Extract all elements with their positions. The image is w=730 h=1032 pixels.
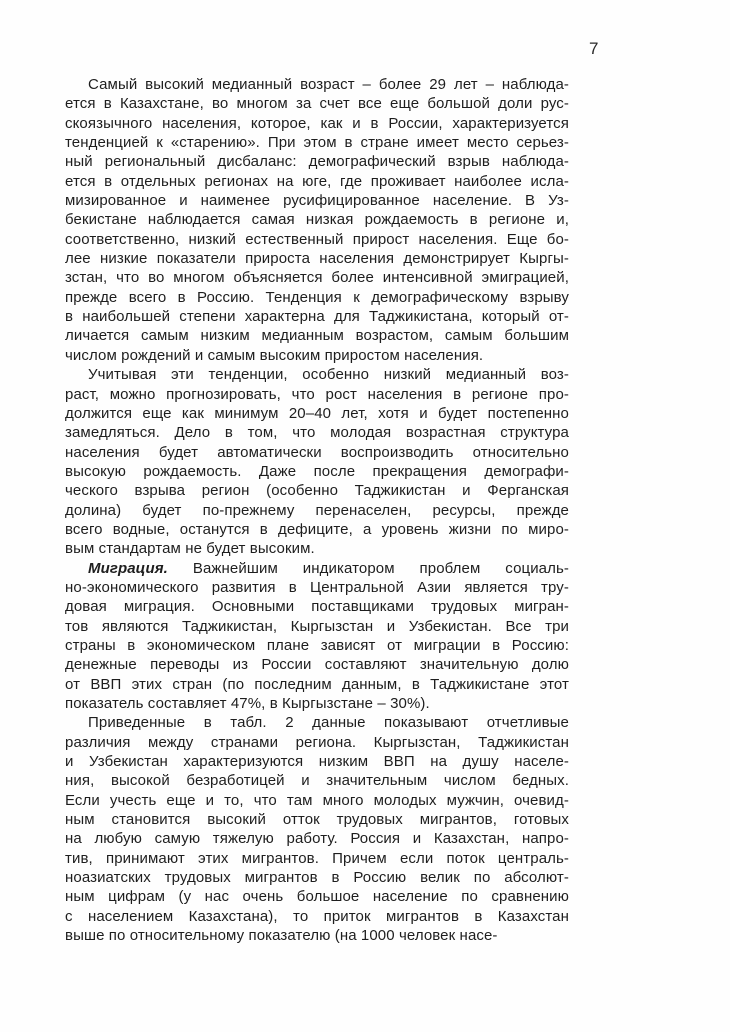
text-line: всего водные, останутся в дефиците, а уровень жизни по миро- <box>65 520 569 538</box>
text-line: вым стандартам не будет высоким. <box>65 540 315 558</box>
body-text <box>65 75 569 945</box>
text-line: ный региональный дисбаланс: демографический взрыв наблюда- <box>65 153 569 171</box>
text-line: населения будет автоматически воспроизводить относительно <box>65 443 569 461</box>
text-line: довая миграция. Основными поставщиками трудовых мигран- <box>65 598 569 616</box>
text-line: но-экономического развития в Центральной Азии является тру- <box>65 578 569 596</box>
text-line: Миграция. Важнейшим индикатором проблем социаль- <box>88 559 569 577</box>
text-line: скоязычного населения, которое, как и в России, характеризуется <box>65 114 569 132</box>
text-line: показатель составляет 47%, в Кыргызстане – 30%). <box>65 695 430 712</box>
text-line: Учитывая эти тенденции, особенно низкий медианный воз- <box>88 366 569 384</box>
text-line: мизированное и наименее русифицированное население. В Уз- <box>65 192 569 210</box>
paragraph <box>65 365 569 558</box>
text-line: высокую рождаемость. Даже после прекращения демографи- <box>65 462 569 480</box>
text-line: должится еще как минимум 20–40 лет, хотя и будет постепенно <box>65 404 569 422</box>
text-line: Если учесть еще и то, что там много молодых мужчин, очевид- <box>65 791 569 809</box>
text-line: личается самым низким медианным возрастом, самым большим <box>65 327 569 345</box>
text-line: денежные переводы из России составляют значительную долю <box>65 656 569 674</box>
text-line: тов являются Таджикистан, Кыргызстан и Узбекистан. Все три <box>65 617 569 635</box>
text-line: ным становится высокий отток трудовых мигрантов, готовых <box>65 811 569 829</box>
text-line: бекистане наблюдается самая низкая рождаемость в регионе и, <box>65 211 569 229</box>
text-line: числом рождений и самым высоким приростом населения. <box>65 346 484 364</box>
paragraph-lead: Миграция. <box>88 559 168 577</box>
text-line: соответственно, низкий естественный прирост населения. Еще бо- <box>65 230 569 248</box>
text-line: с населением Казахстана), то приток мигрантов в Казахстан <box>65 907 569 925</box>
paragraph <box>65 713 569 945</box>
text-line: различия между странами региона. Кыргызстан, Таджикистан <box>65 733 569 751</box>
text-line: выше по относительному показателю (на 1000 человек насе- <box>65 927 498 945</box>
text-line: лее низкие показатели прироста населения демонстрирует Кыргы- <box>65 250 569 268</box>
text-line: ется в Казахстане, во многом за счет все еще большой доли рус- <box>65 95 569 113</box>
text-line: ется в отдельных регионах на юге, где проживает наиболее исла- <box>65 172 569 190</box>
text-line: и Узбекистан характеризуются низким ВВП на душу населе- <box>65 753 569 771</box>
text-line: ческого взрыва регион (особенно Таджикистан и Ферганская <box>65 482 569 500</box>
text-line: ным цифрам (у нас очень большое население по сравнению <box>65 888 569 906</box>
text-line: ноазиатских трудовых мигрантов в Россию велик по абсолют- <box>65 869 569 887</box>
text-line: тив, принимают этих мигрантов. Причем если поток централь- <box>65 849 569 867</box>
text-line: в наибольшей степени характерна для Таджикистана, который от- <box>65 308 569 326</box>
text-line: Приведенные в табл. 2 данные показывают отчетливые <box>88 714 569 732</box>
text-line: на любую самую тяжелую работу. Россия и Казахстан, напро- <box>65 830 569 848</box>
text-line: от ВВП этих стран (по последним данным, в Таджикистане этот <box>65 675 569 693</box>
text-line: долина) будет по-прежнему перенаселен, ресурсы, прежде <box>65 501 569 519</box>
text-line: страны в экономическом плане зависят от миграции в Россию: <box>65 636 569 654</box>
text-line: ния, высокой безработицей и значительным числом бедных. <box>65 772 569 790</box>
text-line: тенденцией к «старению». При этом в стране имеет место серьез- <box>65 134 569 152</box>
paragraph <box>65 75 569 365</box>
paragraph <box>65 559 569 714</box>
text-line: Самый высокий медианный возраст – более 29 лет – наблюда- <box>88 76 569 93</box>
page-number: 7 <box>589 39 599 58</box>
text-line: замедляться. Дело в том, что молодая возрастная структура <box>65 424 569 442</box>
text-line: раст, можно прогнозировать, что рост населения в регионе про- <box>65 385 569 403</box>
text-line: зстан, что во многом объясняется более интенсивной эмиграцией, <box>65 269 569 287</box>
text-line: прежде всего в Россию. Тенденция к демографическому взрыву <box>65 288 569 306</box>
